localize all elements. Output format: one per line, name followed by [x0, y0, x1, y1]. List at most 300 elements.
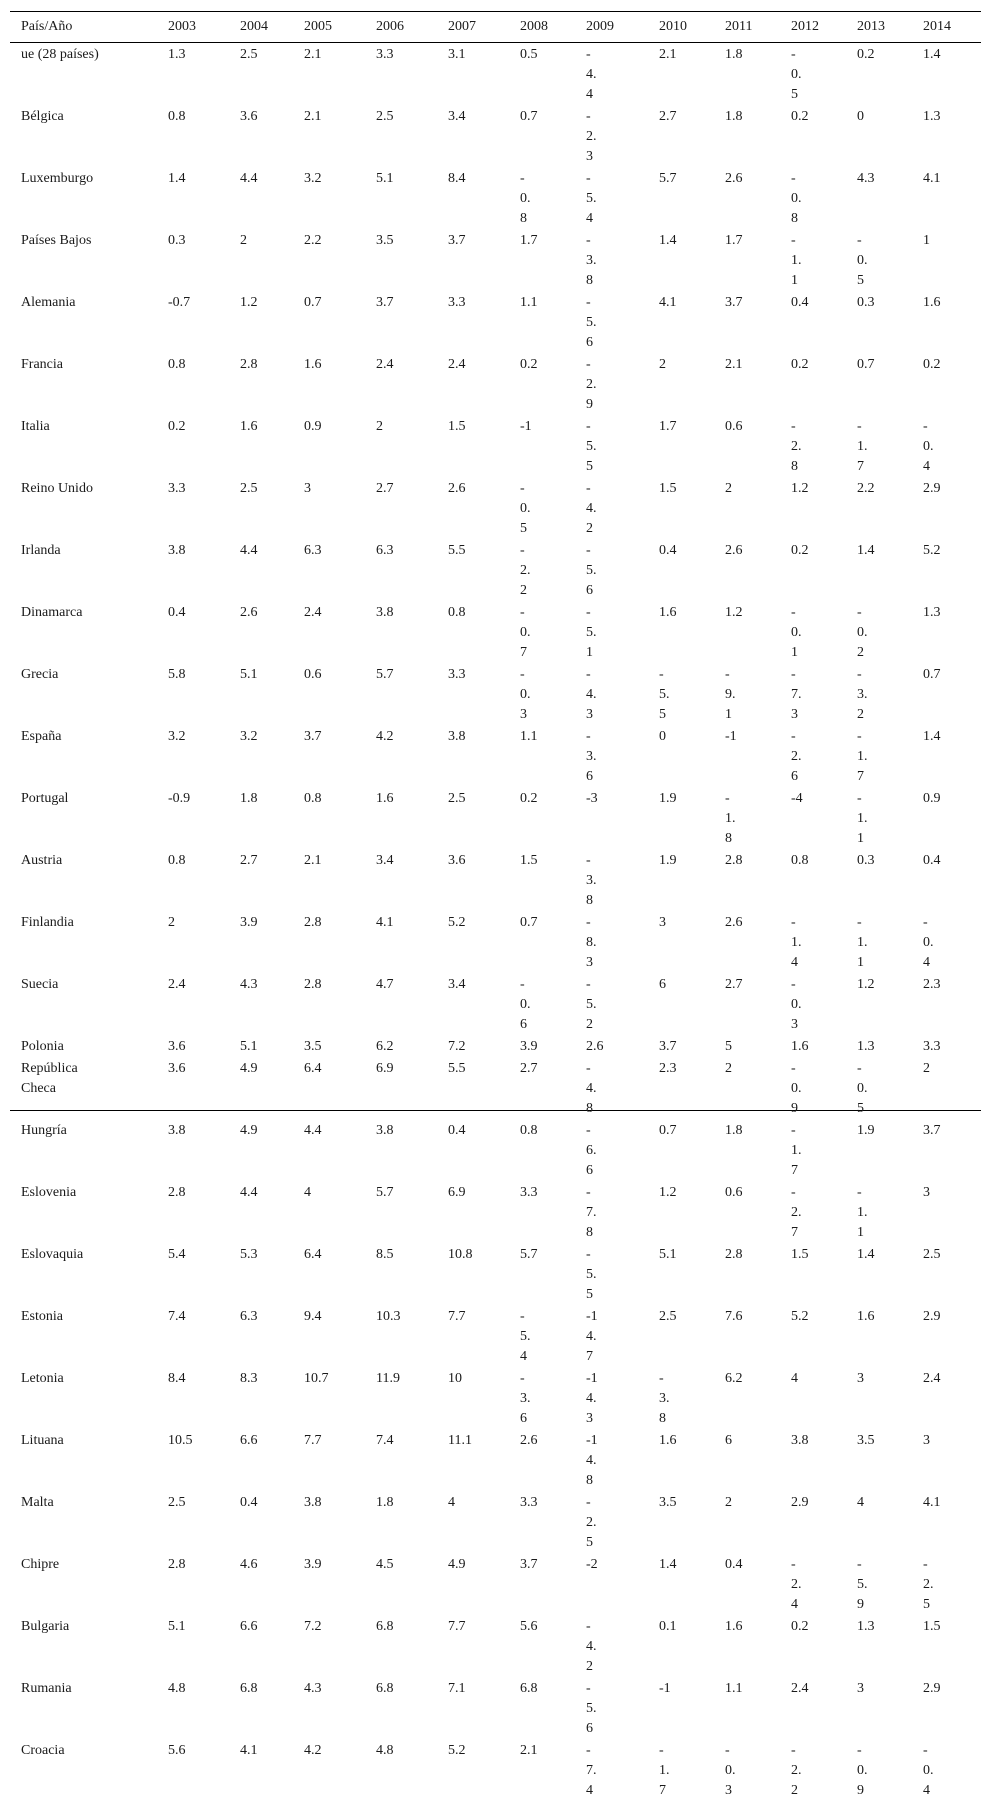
country-cell: Lituana	[10, 1429, 168, 1491]
value-cell: 1.4	[168, 167, 240, 229]
value-cell: 1.5	[520, 849, 586, 911]
table-row	[10, 1243, 981, 1305]
value-cell: 5.1	[659, 1243, 725, 1305]
value-text: -0.9	[857, 1741, 869, 1801]
value-text: -3.6	[520, 1369, 532, 1429]
table-row	[10, 663, 981, 725]
value-cell: 10.3	[376, 1305, 448, 1367]
value-cell: 4	[304, 1181, 376, 1243]
value-cell: 0.2	[857, 43, 923, 106]
value-cell: 10	[448, 1367, 520, 1429]
country-cell: Chipre	[10, 1553, 168, 1615]
value-cell: 1.9	[659, 849, 725, 911]
country-cell: Finlandia	[10, 911, 168, 973]
value-cell: 2	[659, 353, 725, 415]
value-cell: 5.2	[448, 911, 520, 973]
value-text: -4.2	[586, 479, 598, 539]
value-cell: 7.4	[168, 1305, 240, 1367]
value-cell: 7.4	[376, 1429, 448, 1491]
table-row	[10, 1553, 981, 1615]
value-cell	[586, 1243, 659, 1305]
table-row	[10, 1035, 981, 1057]
value-cell: 3.8	[304, 1491, 376, 1553]
value-cell: 8.4	[448, 167, 520, 229]
value-cell	[857, 911, 923, 973]
country-cell: República Checa	[10, 1057, 168, 1119]
value-cell: 1.7	[725, 229, 791, 291]
value-cell	[791, 725, 857, 787]
value-cell: 7.6	[725, 1305, 791, 1367]
value-cell: 2	[168, 911, 240, 973]
value-cell: 5.7	[520, 1243, 586, 1305]
table-row	[10, 229, 981, 291]
value-cell	[857, 415, 923, 477]
value-cell: 3.8	[376, 1119, 448, 1181]
value-cell: 2.8	[304, 911, 376, 973]
value-cell: 2	[725, 1057, 791, 1119]
value-cell	[857, 663, 923, 725]
value-cell: 4.2	[304, 1739, 376, 1801]
value-cell: 6.2	[376, 1035, 448, 1057]
value-text: -2.7	[791, 1183, 803, 1243]
country-cell: Bélgica	[10, 105, 168, 167]
value-cell: 1.4	[923, 43, 981, 106]
value-cell: 0.7	[923, 663, 981, 725]
value-cell	[791, 663, 857, 725]
value-cell: 0.4	[240, 1491, 304, 1553]
value-cell	[791, 229, 857, 291]
value-cell: 1.6	[791, 1035, 857, 1057]
value-cell	[791, 415, 857, 477]
value-text: -0.7	[520, 603, 532, 663]
value-text: -5.4	[586, 169, 598, 229]
value-text: -2.5	[586, 1493, 598, 1553]
value-cell	[586, 353, 659, 415]
value-text: -5.1	[586, 603, 598, 663]
value-cell: 0.2	[923, 353, 981, 415]
value-text: -14.3	[586, 1369, 598, 1429]
value-cell: 2.6	[725, 911, 791, 973]
value-text: -1.1	[857, 913, 869, 973]
value-text: -2.3	[586, 107, 598, 167]
value-cell: 1.4	[857, 1243, 923, 1305]
value-cell	[520, 1367, 586, 1429]
country-cell: Malta	[10, 1491, 168, 1553]
value-cell: 3.8	[376, 601, 448, 663]
value-cell: 3.2	[168, 725, 240, 787]
value-cell: 3.9	[304, 1553, 376, 1615]
value-cell: 3.5	[659, 1491, 725, 1553]
value-cell: 1.3	[857, 1035, 923, 1057]
value-cell	[586, 1119, 659, 1181]
value-cell: 5.5	[448, 539, 520, 601]
value-text: -8.3	[586, 913, 598, 973]
value-cell: 4.3	[240, 973, 304, 1035]
value-cell: 3.5	[304, 1035, 376, 1057]
value-cell	[586, 973, 659, 1035]
value-cell: 4.4	[240, 539, 304, 601]
value-cell: 2.4	[376, 353, 448, 415]
value-cell: 5.7	[659, 167, 725, 229]
value-cell: 6	[725, 1429, 791, 1491]
value-cell: 0.7	[520, 105, 586, 167]
value-cell: 2.6	[586, 1035, 659, 1057]
country-cell: Portugal	[10, 787, 168, 849]
value-cell: 6.3	[240, 1305, 304, 1367]
value-text: -1.1	[857, 1183, 869, 1243]
value-cell: 1.2	[725, 601, 791, 663]
value-cell: 5.8	[168, 663, 240, 725]
value-cell: 2	[376, 415, 448, 477]
country-cell: Grecia	[10, 663, 168, 725]
table-row	[10, 43, 981, 106]
value-cell: 4	[448, 1491, 520, 1553]
value-cell	[586, 1429, 659, 1491]
value-cell: 4	[791, 1367, 857, 1429]
value-cell: 1.2	[240, 291, 304, 353]
value-text: -5.9	[857, 1555, 869, 1615]
value-cell: 1.1	[520, 725, 586, 787]
value-cell: 5.6	[168, 1739, 240, 1801]
gdp-growth-table-container	[10, 11, 981, 1111]
value-text: -4.3	[586, 665, 598, 725]
value-cell: 6.3	[376, 539, 448, 601]
value-cell: 3.4	[448, 973, 520, 1035]
value-cell: 6.3	[304, 539, 376, 601]
value-cell: 1.5	[448, 415, 520, 477]
value-cell: 4.5	[376, 1553, 448, 1615]
value-text: -7.8	[586, 1183, 598, 1243]
value-cell: 0.6	[725, 1181, 791, 1243]
value-text: -1.7	[659, 1741, 671, 1801]
value-text: -0.3	[725, 1741, 737, 1801]
value-cell: 2.8	[725, 849, 791, 911]
country-cell: Dinamarca	[10, 601, 168, 663]
value-cell: 1.3	[168, 43, 240, 106]
value-cell: 0.8	[304, 787, 376, 849]
value-cell: 7.7	[448, 1615, 520, 1677]
value-text: -2.8	[791, 417, 803, 477]
value-cell: 2.4	[791, 1677, 857, 1739]
value-text: -3.8	[586, 851, 598, 911]
value-cell: 5.2	[448, 1739, 520, 1801]
country-cell: Austria	[10, 849, 168, 911]
value-cell	[857, 725, 923, 787]
value-cell: 6.6	[240, 1429, 304, 1491]
value-cell: 0.4	[791, 291, 857, 353]
value-cell	[586, 43, 659, 106]
country-cell: Francia	[10, 353, 168, 415]
value-cell: 0.3	[857, 849, 923, 911]
table-row	[10, 415, 981, 477]
value-cell: 5	[725, 1035, 791, 1057]
value-cell: 2.5	[168, 1491, 240, 1553]
value-cell: 7.2	[304, 1615, 376, 1677]
value-cell	[857, 229, 923, 291]
value-cell: 1.6	[659, 1429, 725, 1491]
value-cell: 1.6	[725, 1615, 791, 1677]
value-cell: 1.3	[857, 1615, 923, 1677]
value-cell: 3.7	[659, 1035, 725, 1057]
value-cell: 5.2	[791, 1305, 857, 1367]
value-cell: 6.8	[376, 1677, 448, 1739]
value-cell	[791, 1739, 857, 1801]
value-cell: 2.5	[376, 105, 448, 167]
value-cell	[520, 1305, 586, 1367]
value-cell	[586, 911, 659, 973]
value-cell	[586, 1739, 659, 1801]
value-cell: 0.2	[791, 539, 857, 601]
value-text: -0.5	[520, 479, 532, 539]
value-text: -0.5	[791, 45, 803, 105]
value-cell: 1.6	[240, 415, 304, 477]
value-cell: 2.8	[304, 973, 376, 1035]
value-text: -0.5	[857, 231, 869, 291]
country-cell: Eslovenia	[10, 1181, 168, 1243]
value-cell: 5.1	[376, 167, 448, 229]
country-cell: Eslovaquia	[10, 1243, 168, 1305]
value-cell: 7.7	[304, 1429, 376, 1491]
value-cell: 4.4	[304, 1119, 376, 1181]
value-cell	[857, 1553, 923, 1615]
value-cell: 9.4	[304, 1305, 376, 1367]
value-cell: 1.2	[857, 973, 923, 1035]
value-cell	[586, 1677, 659, 1739]
value-cell: 1.6	[659, 601, 725, 663]
value-cell: 4.2	[376, 725, 448, 787]
value-cell: 2.5	[923, 1243, 981, 1305]
value-cell: 2.6	[240, 601, 304, 663]
value-cell	[791, 1119, 857, 1181]
value-cell: 4.9	[448, 1553, 520, 1615]
value-cell: 2.1	[304, 105, 376, 167]
column-header-year: 2003	[168, 12, 240, 43]
value-cell: 0	[659, 725, 725, 787]
value-cell: 1.7	[520, 229, 586, 291]
value-cell: 3.4	[448, 105, 520, 167]
value-cell: 2	[923, 1057, 981, 1119]
value-cell: 0.2	[168, 415, 240, 477]
value-cell: 0.9	[304, 415, 376, 477]
value-cell	[586, 601, 659, 663]
value-cell: 2.3	[923, 973, 981, 1035]
value-cell: 1.6	[857, 1305, 923, 1367]
value-text: -1.7	[857, 417, 869, 477]
value-cell: 1.7	[659, 415, 725, 477]
value-cell: 2.4	[168, 973, 240, 1035]
value-cell: 3.7	[923, 1119, 981, 1181]
value-cell: 1.6	[304, 353, 376, 415]
value-cell: 4.9	[240, 1119, 304, 1181]
country-cell: Países Bajos	[10, 229, 168, 291]
column-header-year: 2013	[857, 12, 923, 43]
value-cell: 3	[857, 1367, 923, 1429]
value-cell	[659, 1677, 725, 1739]
value-text: -4.8	[586, 1059, 598, 1119]
country-cell: Croacia	[10, 1739, 168, 1801]
value-cell: 3.3	[520, 1181, 586, 1243]
table-row	[10, 1491, 981, 1553]
value-cell: 2	[725, 477, 791, 539]
value-cell: 2.7	[240, 849, 304, 911]
value-cell: -0.9	[168, 787, 240, 849]
value-cell: 1.6	[923, 291, 981, 353]
value-cell: 0.6	[304, 663, 376, 725]
value-text: -0.1	[791, 603, 803, 663]
value-cell: 1.3	[923, 601, 981, 663]
value-text: -3.8	[586, 231, 598, 291]
value-cell: 3.7	[448, 229, 520, 291]
value-cell: 6.9	[376, 1057, 448, 1119]
value-cell	[791, 43, 857, 106]
value-text: -7.3	[791, 665, 803, 725]
column-header-year: 2008	[520, 12, 586, 43]
value-text: -3.8	[659, 1369, 671, 1429]
value-text: -2.6	[791, 727, 803, 787]
value-text: -2	[586, 1555, 598, 1575]
value-cell	[586, 1367, 659, 1429]
column-header-year: 2010	[659, 12, 725, 43]
value-cell: 3.3	[376, 43, 448, 106]
value-cell	[791, 1181, 857, 1243]
value-cell: 3.3	[448, 663, 520, 725]
value-cell: 5.1	[168, 1615, 240, 1677]
value-cell: 0.3	[857, 291, 923, 353]
value-cell: 5.2	[923, 539, 981, 601]
column-header-year: 2012	[791, 12, 857, 43]
value-cell: 3.6	[168, 1057, 240, 1119]
table-row	[10, 539, 981, 601]
value-cell: 0.9	[923, 787, 981, 849]
table-row	[10, 1119, 981, 1181]
value-cell	[725, 725, 791, 787]
value-cell: 3	[923, 1181, 981, 1243]
value-cell: 0.2	[791, 105, 857, 167]
value-cell: 3.8	[448, 725, 520, 787]
value-text: -14.7	[586, 1307, 598, 1367]
value-cell	[586, 415, 659, 477]
value-text: -3	[586, 789, 598, 809]
value-cell: 2.8	[725, 1243, 791, 1305]
value-cell: 3.8	[168, 539, 240, 601]
value-text: -3.6	[586, 727, 598, 787]
value-cell	[791, 601, 857, 663]
table-row	[10, 167, 981, 229]
value-cell	[791, 1057, 857, 1119]
value-cell: 7.2	[448, 1035, 520, 1057]
value-cell: 5.3	[240, 1243, 304, 1305]
value-cell: 3.7	[304, 725, 376, 787]
value-cell: 6	[659, 973, 725, 1035]
value-cell	[520, 167, 586, 229]
value-text: -5.5	[659, 665, 671, 725]
column-header-year: 2004	[240, 12, 304, 43]
country-cell: Alemania	[10, 291, 168, 353]
value-text: -1.1	[791, 231, 803, 291]
value-cell: 3.4	[376, 849, 448, 911]
value-cell	[520, 477, 586, 539]
value-cell: 4.1	[923, 167, 981, 229]
value-cell: 2.8	[168, 1181, 240, 1243]
value-cell: 3.5	[376, 229, 448, 291]
value-cell: 2.9	[923, 1305, 981, 1367]
value-cell: 2.5	[240, 477, 304, 539]
value-cell: 2.1	[659, 43, 725, 106]
value-cell: 4.4	[240, 1181, 304, 1243]
value-cell	[923, 415, 981, 477]
country-cell: Italia	[10, 415, 168, 477]
value-cell: 1.9	[857, 1119, 923, 1181]
value-text: -0.6	[520, 975, 532, 1035]
value-cell: 0.2	[520, 353, 586, 415]
country-cell: Bulgaria	[10, 1615, 168, 1677]
column-header-year: 2005	[304, 12, 376, 43]
value-cell: 2.1	[304, 43, 376, 106]
value-cell: 2.7	[520, 1057, 586, 1119]
value-cell: 2.9	[791, 1491, 857, 1553]
value-text: -1	[659, 1679, 671, 1699]
table-row	[10, 849, 981, 911]
value-cell: 1.1	[725, 1677, 791, 1739]
value-text: -1.7	[791, 1121, 803, 1181]
value-cell	[923, 911, 981, 973]
value-cell: 6.2	[725, 1367, 791, 1429]
value-cell	[586, 1057, 659, 1119]
value-cell: 1.8	[725, 43, 791, 106]
value-cell: 3	[304, 477, 376, 539]
value-cell: 2.6	[725, 167, 791, 229]
value-cell: 10.7	[304, 1367, 376, 1429]
value-cell: 1	[923, 229, 981, 291]
table-row	[10, 353, 981, 415]
value-cell: 8.5	[376, 1243, 448, 1305]
value-cell: 0	[857, 105, 923, 167]
value-cell	[586, 167, 659, 229]
value-cell: 6.8	[376, 1615, 448, 1677]
value-cell	[659, 1367, 725, 1429]
value-cell: 2.6	[725, 539, 791, 601]
table-row	[10, 787, 981, 849]
value-cell	[586, 1491, 659, 1553]
table-body	[10, 43, 981, 1801]
value-cell: 1.4	[659, 229, 725, 291]
value-cell	[586, 1181, 659, 1243]
value-cell: 4.1	[376, 911, 448, 973]
column-header-year: 2011	[725, 12, 791, 43]
value-cell: 2.8	[168, 1553, 240, 1615]
column-header-year: 2014	[923, 12, 981, 43]
value-text: -5.5	[586, 417, 598, 477]
value-cell: 1.9	[659, 787, 725, 849]
value-cell: 0.4	[448, 1119, 520, 1181]
country-cell: España	[10, 725, 168, 787]
value-cell: 3.7	[725, 291, 791, 353]
value-cell: 2.8	[240, 353, 304, 415]
country-cell: Letonia	[10, 1367, 168, 1429]
value-text: -5.6	[586, 293, 598, 353]
value-cell: 4.7	[376, 973, 448, 1035]
value-cell: 0.7	[659, 1119, 725, 1181]
value-cell: 1.4	[857, 539, 923, 601]
value-cell: 3.5	[857, 1429, 923, 1491]
value-cell: 3.2	[240, 725, 304, 787]
value-cell: 6.4	[304, 1057, 376, 1119]
value-cell	[857, 1181, 923, 1243]
value-cell	[857, 1057, 923, 1119]
value-cell: 2.7	[725, 973, 791, 1035]
value-text: -1.8	[725, 789, 737, 849]
value-cell: 4.8	[376, 1739, 448, 1801]
